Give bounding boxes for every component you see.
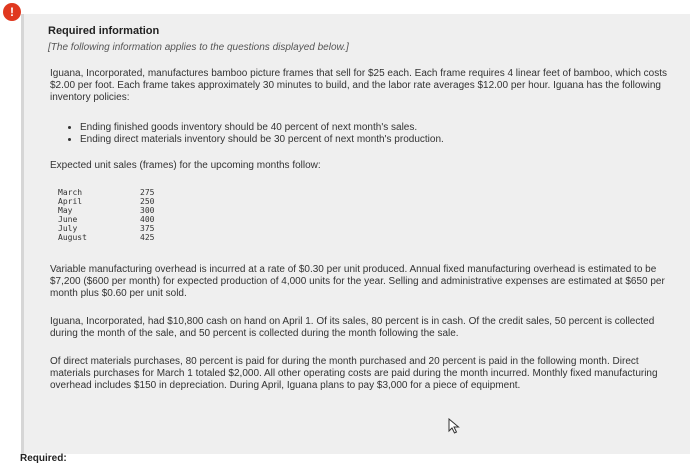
table-row [58, 215, 170, 224]
panel-subheading: [The following information applies to the questions displayed below.] [48, 42, 349, 53]
table-row [58, 206, 170, 215]
units-cell: 400 [140, 215, 155, 224]
policy-item: • Ending finished goods inventory should be 40 percent of next month's sales. [80, 122, 444, 134]
intro-paragraph: Iguana, Incorporated, manufactures bamboo picture frames that sell for $25 each. Each frame requires 4 linear feet of bamboo, which costs $2.00 per foot. Each frame takes approximately 30 minutes to build, and the labor rate averages $12.00 per hour. Iguana has the following inventory policies: [50, 68, 668, 103]
required-label: Required: [20, 453, 67, 464]
purchases-paragraph: Of direct materials purchases, 80 percent is paid for during the month purchased and 20 percent is paid in the following month. Direct materials purchases for March 1 totaled $2,000. All other operating costs are paid during the month incurred. Monthly fixed manufacturing overhead includes $150 in depreciation. During April, Iguana plans to pay $3,000 for a piece of equipment. [50, 356, 658, 391]
month-cell: July [58, 224, 78, 233]
month-cell: June [58, 215, 78, 224]
sales-intro-text: Expected unit sales (frames) for the upcoming months follow: [50, 160, 321, 171]
table-row [58, 197, 170, 206]
units-cell: 250 [140, 197, 155, 206]
required-information-panel [21, 14, 690, 454]
alert-icon: ! [3, 3, 21, 21]
mouse-pointer-icon [448, 418, 462, 434]
units-cell: 275 [140, 188, 155, 197]
month-cell: March [58, 188, 83, 197]
month-cell: April [58, 197, 83, 206]
overhead-paragraph: Variable manufacturing overhead is incurred at a rate of $0.30 per unit produced. Annual fixed manufacturing overhead is estimated to be $7,200 ($600 per month) for expected production of 4,000 units for the year. Selling and administrative expenses are estimated at $650 per month plus $0.60 per unit sold. [50, 264, 665, 299]
month-cell: May [58, 206, 73, 215]
cash-paragraph: Iguana, Incorporated, had $10,800 cash on hand on April 1. Of its sales, 80 percent is in cash. Of the credit sales, 50 percent is collected during the month of the sale, and 50 percent is collected during the month following the sale. [50, 316, 655, 339]
units-cell: 425 [140, 233, 155, 242]
panel-heading: Required information [48, 25, 160, 37]
expected-sales-table [58, 188, 170, 242]
table-row [58, 233, 170, 242]
units-cell: 375 [140, 224, 155, 233]
policy-item: • Ending direct materials inventory should be 30 percent of next month's production. [80, 134, 444, 146]
month-cell: August [58, 233, 87, 242]
table-row [58, 224, 170, 233]
units-cell: 300 [140, 206, 155, 215]
table-row [58, 188, 170, 197]
inventory-policies-list [64, 122, 444, 146]
